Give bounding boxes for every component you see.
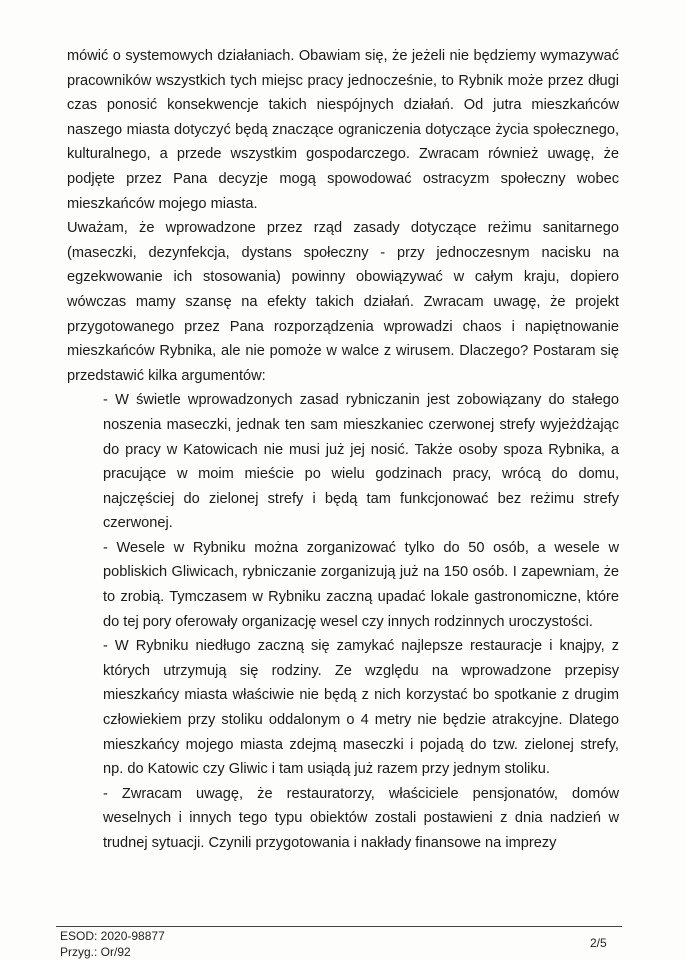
bullet-item: - Wesele w Rybniku można zorganizować tylko do 50 osób, a wesele w pobliskich Gliwicach, rybniczanie zorganizują już na 150 osób. I zapewniam, że to zrobią. Tymczasem w Rybniku zaczną upadać lokale gastronomiczne, które do tej pory oferowały organizację wesel czy innych rodzinnych uroczystości. [103,539,619,630]
page-number: 2/5 [590,936,607,950]
bullet-item: - W świetle wprowadzonych zasad rybniczanin jest zobowiązany do stałego noszenia maseczki, jednak ten sam mieszkaniec czerwonej strefy wyjeżdżając do pracy w Katowicach nie musi już jej nosić. Także osoby spoza Rybnika, a pracujące w moim mieście po wielu godzinach pracy, wrócą do domu, najczęściej do zielonej strefy i będą tam funkcjonować bez reżimu strefy czerwonej. [103,392,619,532]
paragraph: mówić o systemowych działaniach. Obawiam się, że jeżeli nie będziemy wymazywać pracowników wszystkich tych miejsc pracy jednocześnie, to Rybnik może przez długi czas ponosić konsekwencje takich niespójnych działań. Od jutra mieszkańców naszego miasta dotyczyć będą znaczące ograniczenia dotyczące życia społecznego, kulturalnego, a przede wszystkim gospodarczego. Zwracam również uwagę, że podjęte przez Pana decyzje mogą spowodować ostracyzm społeczny wobec mieszkańców mojego miasta. [67,48,619,212]
paragraph: Uważam, że wprowadzone przez rząd zasady dotyczące reżimu sanitarnego (maseczki, dezynfekcja, dystans społeczny - przy jednoczesnym nacisku na egzekwowanie ich stosowania) powinny obowiązywać w całym kraju, dopiero wówczas mamy szansę na efekty takich działań. Zwracam uwagę, że projekt przygotowanego przez Pana rozporządzenia wprowadzi chaos i napiętnowanie mieszkańców Rybnika, ale nie pomoże w walce z wirusem. Dlaczego? Postaram się przedstawić kilka argumentów: [67,220,619,384]
document-body [67,44,619,856]
prepared-by: Przyg.: Or/92 [60,945,131,959]
bullet-item: - W Rybniku niedługo zaczną się zamykać najlepsze restauracje i knajpy, z których utrzymują się rodziny. Ze względu na wprowadzone przepisy mieszkańcy miasta właściwie nie będą z nich korzystać bo spotkanie z drugim człowiekiem przy stoliku oddalonym o 4 metry nie będzie atrakcyjne. Dlatego mieszkańcy mojego miasta zdejmą maseczki i pojadą do tzw. zielonej strefy, np. do Katowic czy Gliwic i tam usiądą już razem przy jednym stoliku. [103,638,619,778]
footer-reference [60,928,165,960]
footer-divider [56,926,622,927]
bullet-item: - Zwracam uwagę, że restauratorzy, właściciele pensjonatów, domów weselnych i innych tego typu obiektów zostali postawieni z dnia nadzień w trudnej sytuacji. Czynili przygotowania i nakłady finansowe na imprezy [103,785,619,851]
esod-number: ESOD: 2020-98877 [60,929,165,943]
